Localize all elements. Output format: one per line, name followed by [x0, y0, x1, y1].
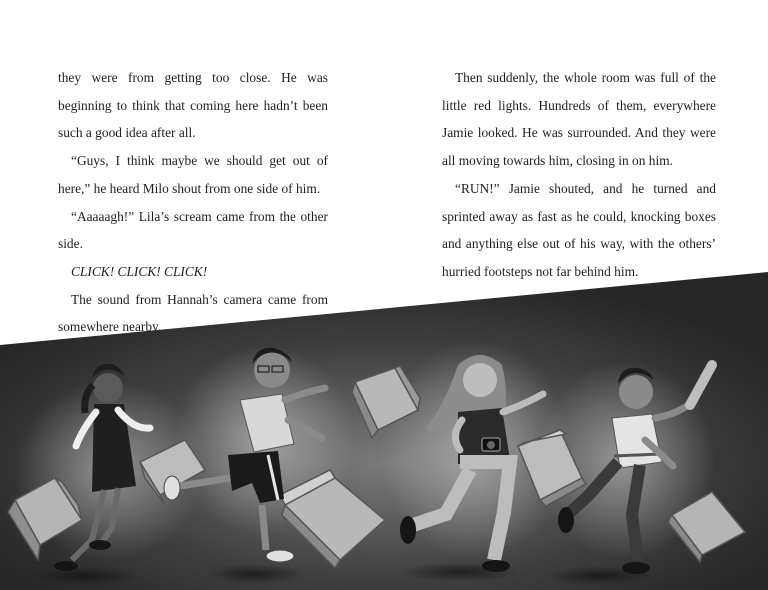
- text-line: here,” he heard Milo shout from one side of him.: [58, 180, 321, 196]
- text-line: Jamie looked. He was surrounded. And they were: [442, 125, 716, 141]
- text-line: somewhere nearby.: [58, 319, 162, 335]
- text-line: sprinted away as fast as he could, knocking boxes: [442, 208, 716, 224]
- text-line: The sound from Hannah’s camera came from: [71, 291, 328, 307]
- text-line: side.: [58, 236, 83, 252]
- text-line: all moving towards him, closing in on him.: [442, 153, 673, 169]
- text-line: “Guys, I think maybe we should get out of: [71, 153, 328, 169]
- text-line: Then suddenly, the whole room was full of the: [455, 70, 716, 85]
- text-line: hurried footsteps not far behind him.: [442, 263, 639, 279]
- text-line: they were from getting too close. He was: [58, 70, 328, 85]
- text-line: and anything else out of his way, with the others’: [442, 236, 716, 252]
- text-line: CLICK! CLICK! CLICK!: [71, 263, 208, 279]
- text-line: “RUN!” Jamie shouted, and he turned and: [455, 180, 716, 196]
- text-line: such a good idea after all.: [58, 125, 196, 141]
- text-line: little red lights. Hundreds of them, everywhere: [442, 97, 716, 113]
- text-line: beginning to think that coming here hadn’t been: [58, 97, 328, 113]
- text-line: “Aaaaagh!” Lila’s scream came from the other: [71, 208, 328, 224]
